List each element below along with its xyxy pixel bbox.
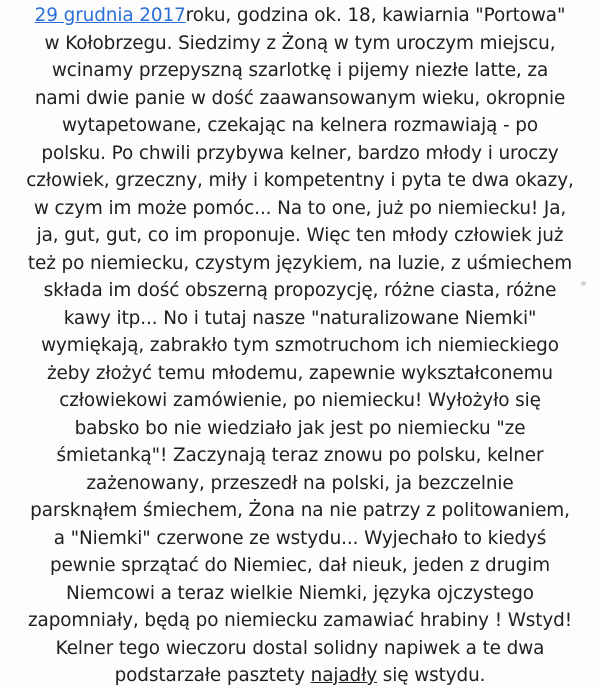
post-line: Kelner tego wieczoru dostal solidny napiwek a te dwa xyxy=(55,637,545,659)
post-line: ja, gut, gut, co im proponuje. Więc ten młody człowiek już xyxy=(36,225,564,246)
post-line: a "Niemki" czerwone ze wstydu... Wyjechało to kiedyś xyxy=(53,527,547,549)
post-line: śmietanką"! Zaczynają teraz znowu po polsku, kelner xyxy=(56,445,544,466)
underlined-word: najadły xyxy=(310,665,378,686)
post-line: człowiek, grzeczny, miły i kompetentny i pyta te dwa okazy, xyxy=(26,170,574,191)
post-line: w Kołobrzegu. Siedzimy z Żoną w tym uroczym miejscu, xyxy=(44,32,556,54)
post-line-last xyxy=(8,662,592,690)
post-line: zażenowany, przeszedł na polski, ja bezczelnie xyxy=(86,472,514,494)
post-line: wymiękają, zabrakło tym szmotruchom ich niemieckiego xyxy=(41,335,559,356)
post-line: żeby złożyć temu młodemu, zapewnie wykształconemu xyxy=(47,362,553,384)
last-line-before: podstarzałe pasztety xyxy=(114,665,311,686)
post-line: kawy itp... No i tutaj nasze "naturalizowane Niemki" xyxy=(63,307,537,329)
post-line: babsko bo nie wiedziało jak jest po niemiecku "ze xyxy=(74,417,526,439)
post-line: składa im dość obszerną propozycję, różne ciasta, różne xyxy=(43,280,557,301)
post-line-1 xyxy=(8,2,592,30)
post-line: też po niemiecku, czystym językiem, na luzie, z uśmiechem xyxy=(27,252,573,274)
post-line: pewnie sprzątać do Niemiec, dał nieuk, jeden z drugim xyxy=(49,555,551,576)
post-line: polsku. Po chwili przybywa kelner, bardzo młody i uroczy xyxy=(41,142,559,164)
first-line-text: roku, godzina ok. 18, kawiarnia "Portowa" xyxy=(185,5,566,26)
post-line: człowiekowi zamówienie, po niemiecku! Wyłożyło się xyxy=(59,390,541,411)
date-link[interactable]: 29 grudnia 2017 xyxy=(34,5,186,26)
post-line: Niemcowi a teraz wielkie Niemki, języka ojczystego xyxy=(66,582,534,604)
post-line: wytapetowane, czekając na kelnera rozmawiają - po xyxy=(61,115,539,136)
post-line: w czym im może pomóc... Na to one, już po niemiecku! Ja, xyxy=(33,197,567,219)
scroll-dot-indicator xyxy=(581,281,586,286)
post-line: nami dwie panie w dość zaawansowanym wieku, okropnie xyxy=(34,87,566,109)
post-line: zapomniały, będą po niemiecku zamawiać hrabiny ! Wstyd! xyxy=(27,610,573,631)
post-line: wcinamy przepyszną szarlotkę i pijemy niezłe latte, za xyxy=(51,60,549,81)
post-line: parsknąłem śmiechem, Żona na nie patrzy z politowaniem, xyxy=(30,500,570,521)
last-line-after: się wstydu. xyxy=(377,665,486,686)
